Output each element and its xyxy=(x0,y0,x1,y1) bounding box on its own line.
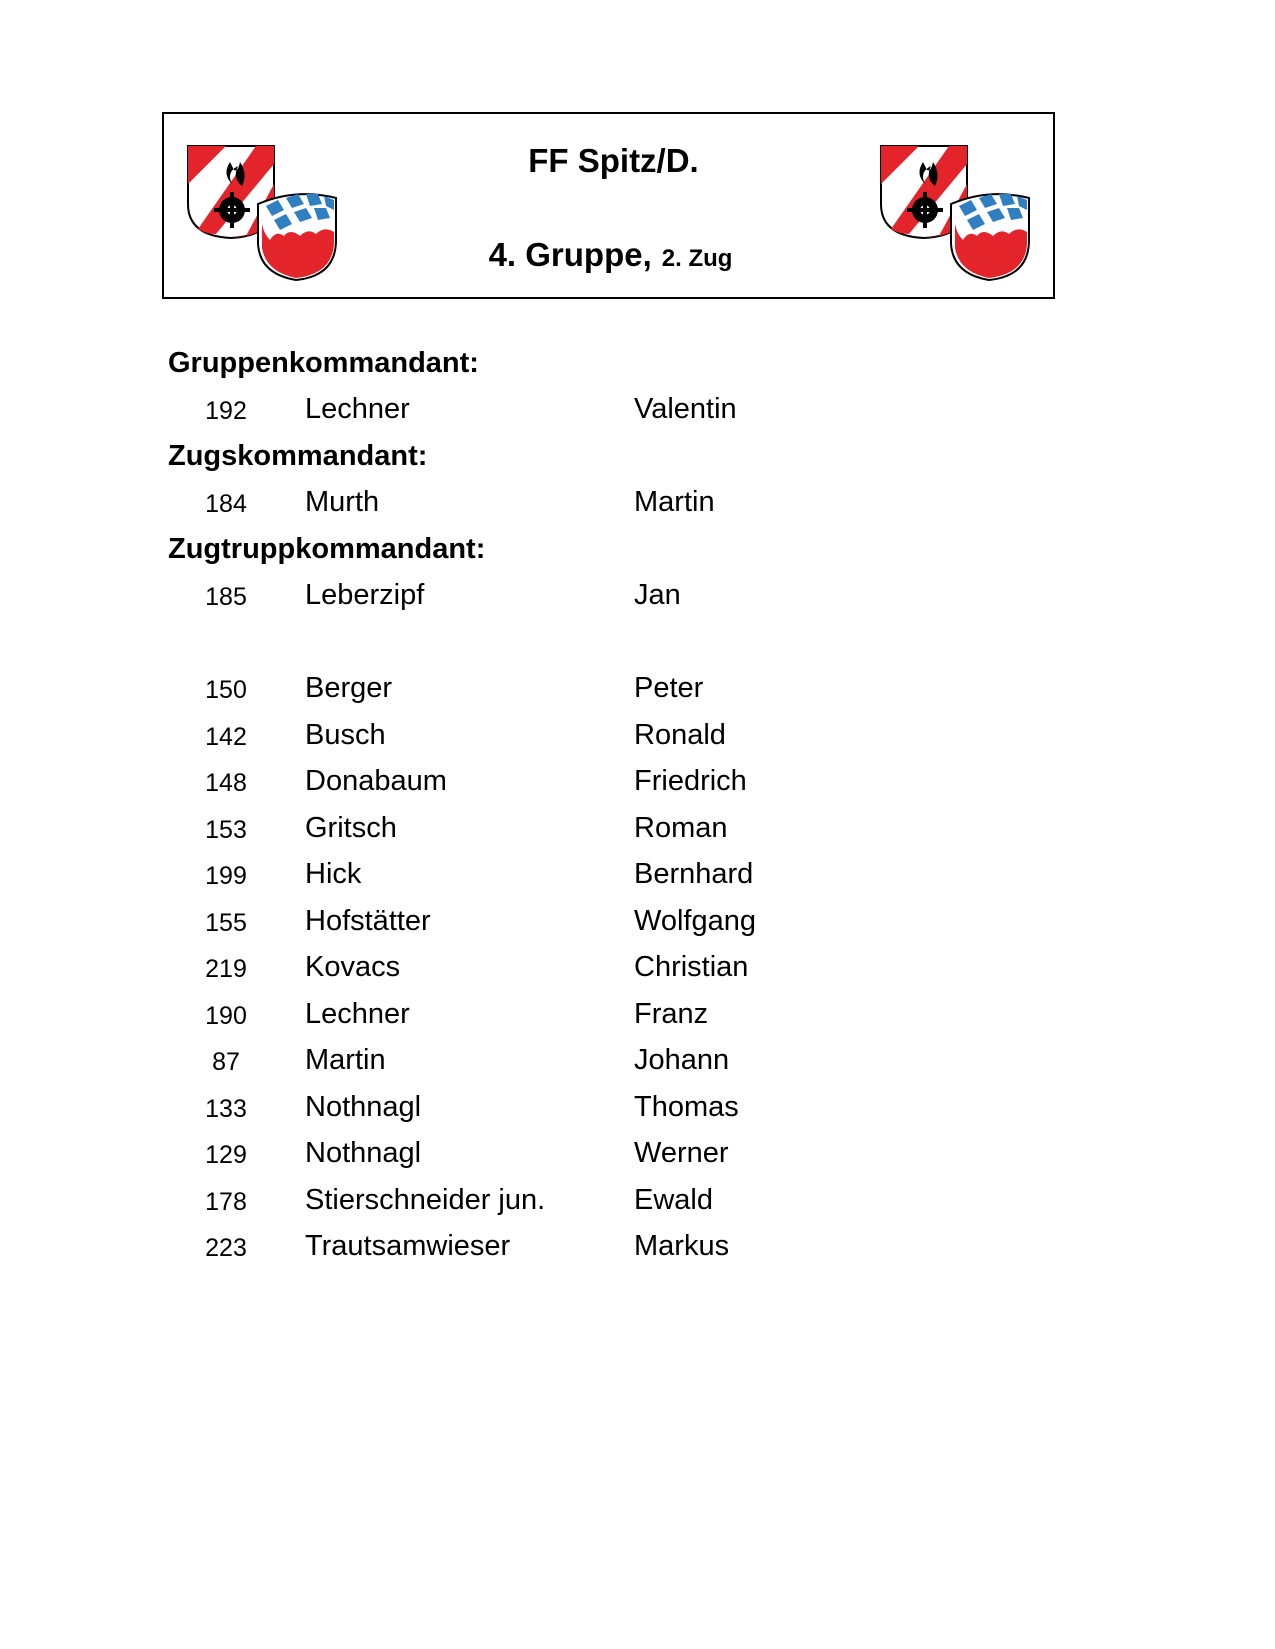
member-first-name: Peter xyxy=(634,672,704,704)
header-box xyxy=(162,112,1055,299)
roster-row xyxy=(0,1184,1275,1224)
member-last-name: Lechner xyxy=(305,393,410,425)
member-first-name: Johann xyxy=(634,1044,730,1076)
member-number: 155 xyxy=(205,909,247,937)
member-number: 87 xyxy=(212,1048,240,1076)
member-first-name: Ronald xyxy=(634,719,726,751)
roster-row xyxy=(0,1091,1275,1131)
roster-row xyxy=(0,905,1275,945)
crest-shield-right xyxy=(951,194,1029,280)
platoon-label: 2. Zug xyxy=(661,245,733,272)
section-heading: Zugtruppkommandant: xyxy=(168,533,486,565)
member-first-name: Bernhard xyxy=(634,858,754,890)
member-last-name: Berger xyxy=(305,672,393,704)
member-number: 192 xyxy=(205,397,247,425)
roster-row xyxy=(0,1044,1275,1084)
fire-brigade-crest-icon xyxy=(879,144,1039,284)
member-first-name: Wolfgang xyxy=(634,905,756,937)
member-last-name: Nothnagl xyxy=(305,1137,422,1169)
member-first-name: Valentin xyxy=(634,393,737,425)
member-number: 150 xyxy=(205,676,247,704)
member-first-name: Franz xyxy=(634,998,709,1030)
member-first-name: Markus xyxy=(634,1230,730,1262)
member-number: 184 xyxy=(205,490,247,518)
member-last-name: Kovacs xyxy=(305,951,401,983)
group-label: 4. Gruppe, xyxy=(488,236,652,273)
member-first-name: Christian xyxy=(634,951,749,983)
page-title: FF Spitz/D. xyxy=(528,142,699,179)
member-first-name: Roman xyxy=(634,812,728,844)
member-first-name: Ewald xyxy=(634,1184,713,1216)
member-first-name: Thomas xyxy=(634,1091,739,1123)
section-heading: Gruppenkommandant: xyxy=(168,347,479,379)
member-number: 142 xyxy=(205,723,247,751)
member-last-name: Hick xyxy=(305,858,362,890)
roster-row xyxy=(0,1137,1275,1177)
roster-row xyxy=(0,672,1275,712)
roster-row xyxy=(0,812,1275,852)
roster-row xyxy=(0,486,1275,526)
member-number: 219 xyxy=(205,955,247,983)
member-number: 190 xyxy=(205,1002,247,1030)
roster-row xyxy=(0,765,1275,805)
member-last-name: Lechner xyxy=(305,998,410,1030)
member-number: 223 xyxy=(205,1234,247,1262)
roster-row xyxy=(0,579,1275,619)
roster-row xyxy=(0,719,1275,759)
member-last-name: Busch xyxy=(305,719,386,751)
roster-row xyxy=(0,858,1275,898)
section-heading: Zugskommandant: xyxy=(168,440,428,472)
member-last-name: Donabaum xyxy=(305,765,447,797)
roster-row xyxy=(0,951,1275,991)
member-first-name: Jan xyxy=(634,579,681,611)
member-number: 129 xyxy=(205,1141,247,1169)
member-number: 178 xyxy=(205,1188,247,1216)
member-last-name: Murth xyxy=(305,486,380,518)
member-last-name: Hofstätter xyxy=(305,905,431,937)
member-last-name: Gritsch xyxy=(305,812,397,844)
roster-row xyxy=(0,1230,1275,1270)
member-number: 133 xyxy=(205,1095,247,1123)
member-number: 199 xyxy=(205,862,247,890)
member-last-name: Nothnagl xyxy=(305,1091,422,1123)
member-first-name: Werner xyxy=(634,1137,729,1169)
member-number: 185 xyxy=(205,583,247,611)
member-number: 153 xyxy=(205,816,247,844)
member-last-name: Stierschneider jun. xyxy=(305,1184,546,1216)
member-first-name: Martin xyxy=(634,486,715,518)
roster-row xyxy=(0,998,1275,1038)
member-last-name: Trautsamwieser xyxy=(305,1230,511,1262)
roster-row xyxy=(0,393,1275,433)
member-number: 148 xyxy=(205,769,247,797)
member-first-name: Friedrich xyxy=(634,765,747,797)
member-last-name: Martin xyxy=(305,1044,386,1076)
member-last-name: Leberzipf xyxy=(305,579,425,611)
